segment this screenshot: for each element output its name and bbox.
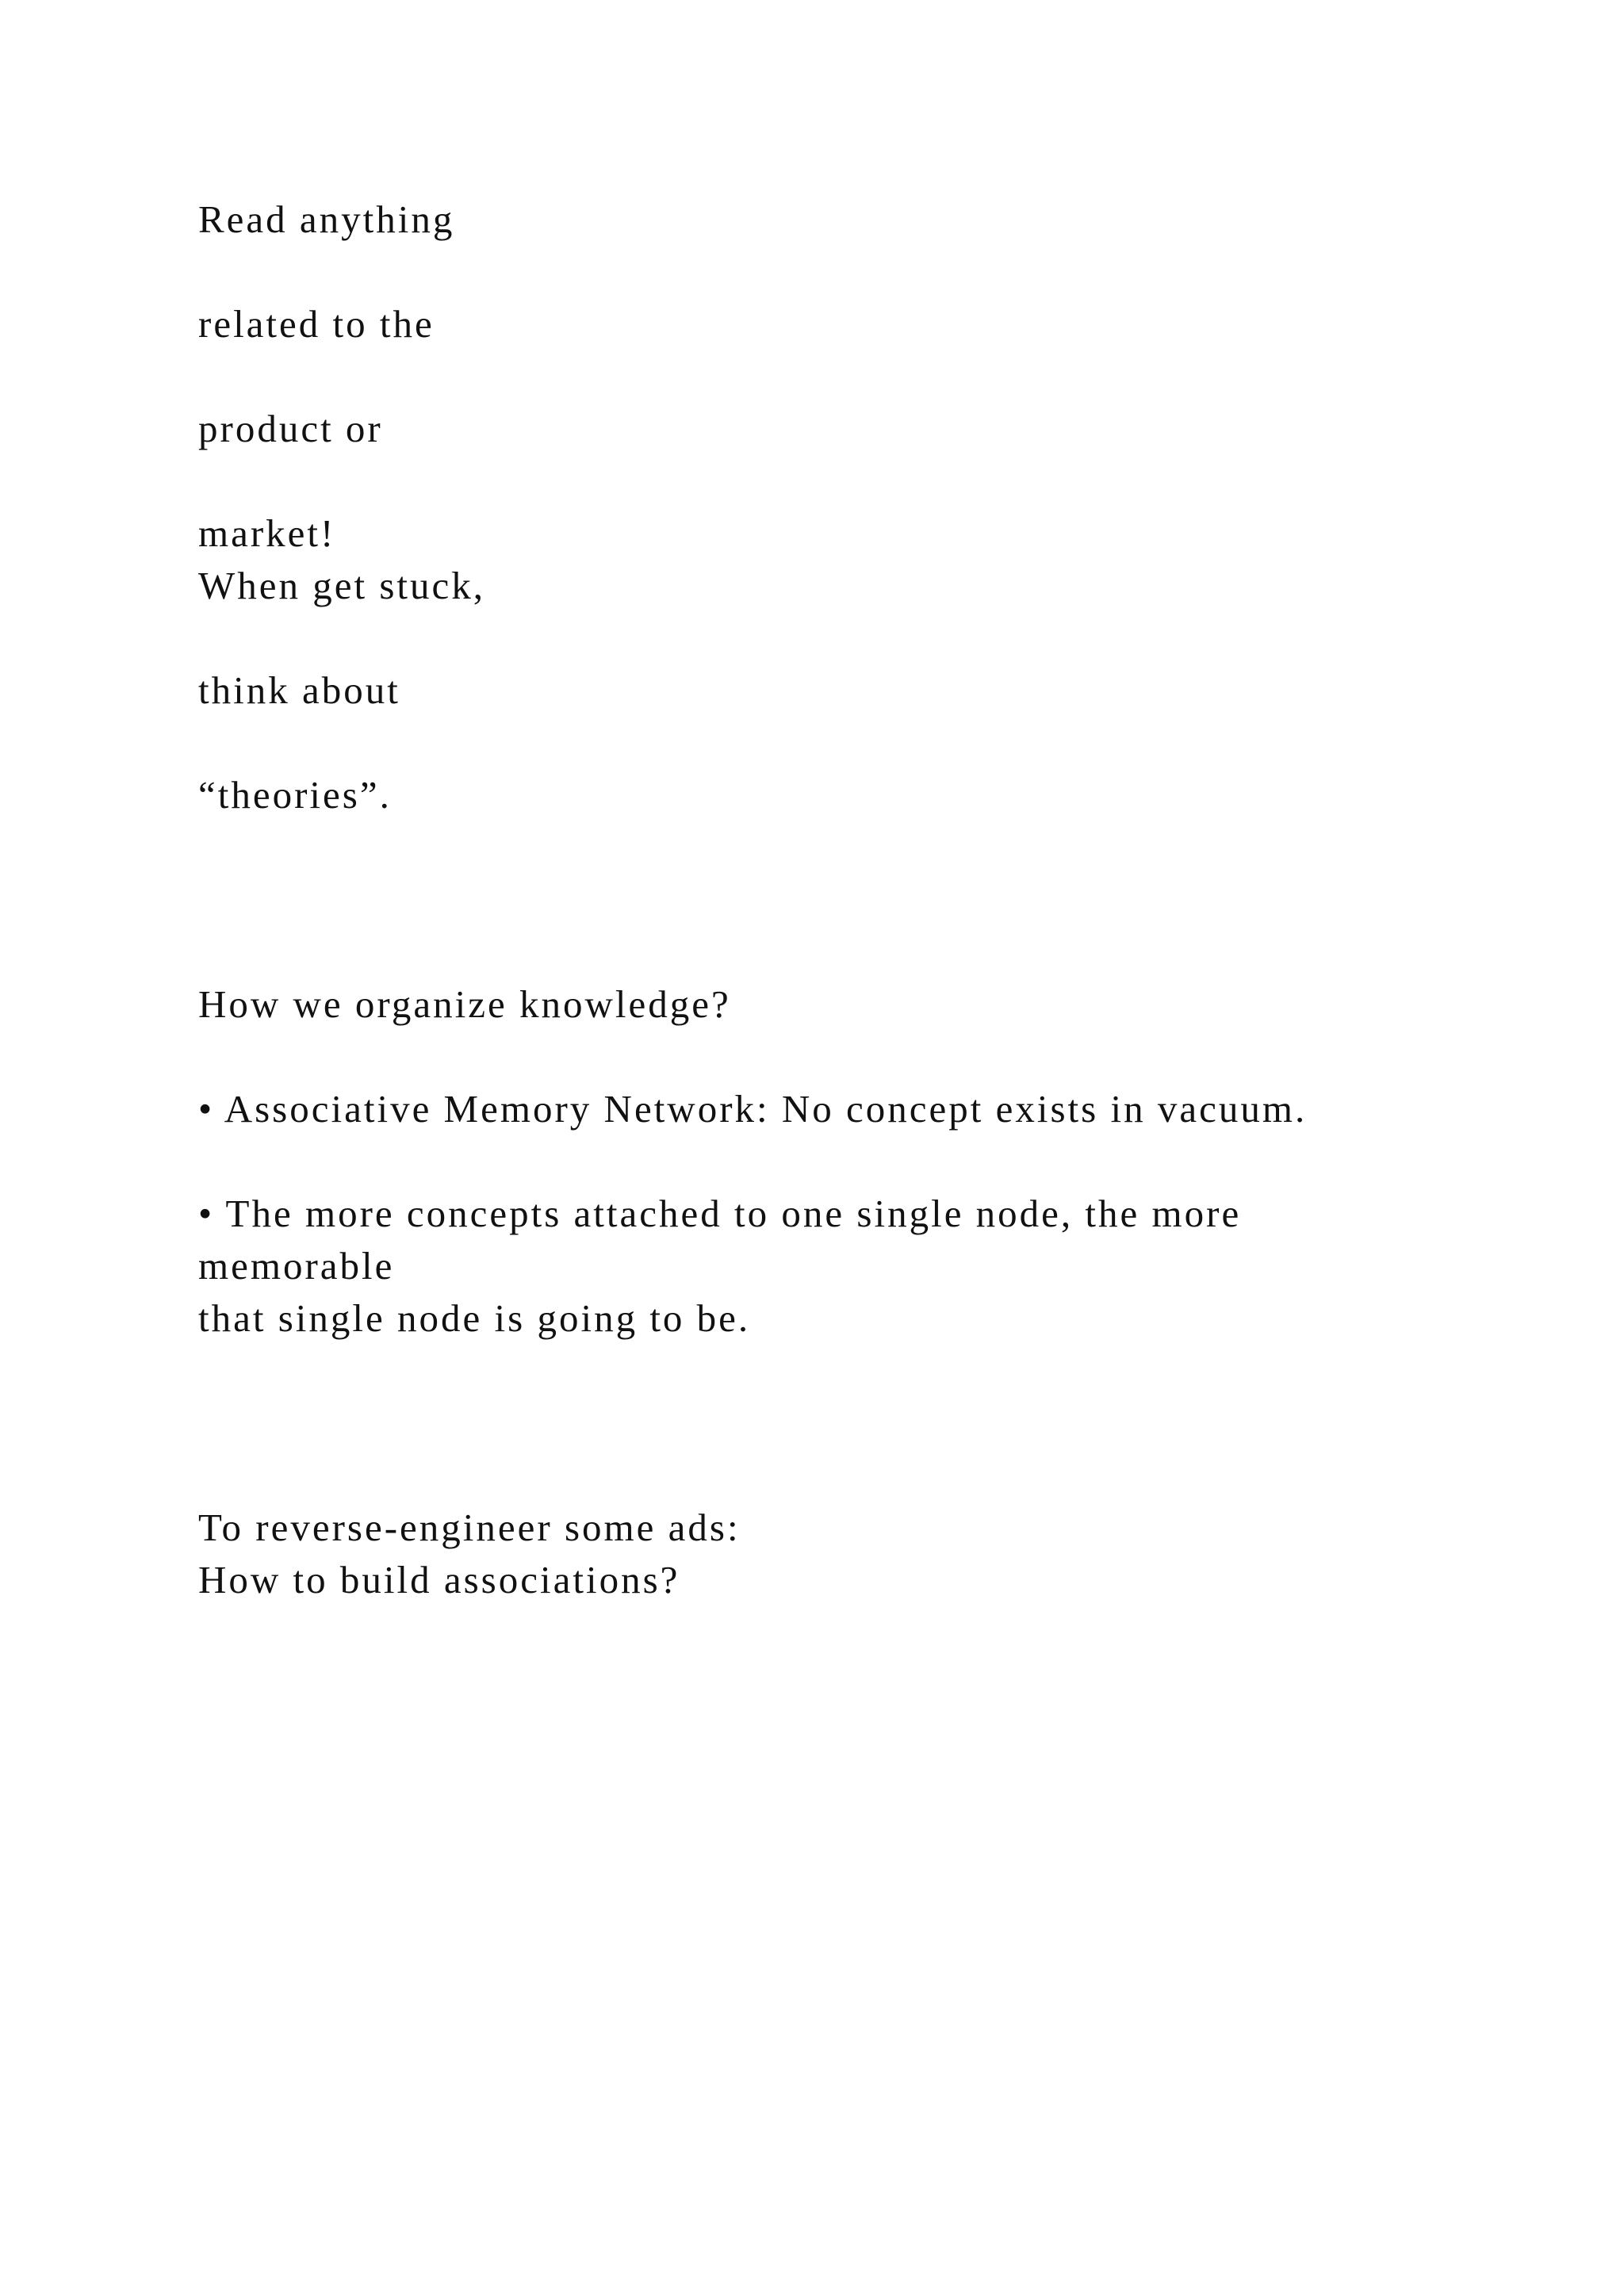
bullet-item: • Associative Memory Network: No concept exists in vacuum.	[198, 1087, 1308, 1131]
text-line: memorable	[198, 1244, 395, 1288]
text-line: related to the	[198, 302, 435, 346]
text-line: that single node is going to be.	[198, 1296, 751, 1340]
text-line: How to build associations?	[198, 1558, 680, 1601]
text-line: product or	[198, 407, 383, 450]
text-line: When get stuck,	[198, 564, 486, 607]
bullet-item: • The more concepts attached to one single node, the more	[198, 1192, 1242, 1235]
text-line: Read anything	[198, 197, 455, 241]
text-line: “theories”.	[198, 773, 392, 817]
section-heading: How we organize knowledge?	[198, 982, 731, 1026]
text-line: think about	[198, 668, 400, 712]
text-line: To reverse-engineer some ads:	[198, 1506, 741, 1549]
text-line: market!	[198, 511, 336, 555]
